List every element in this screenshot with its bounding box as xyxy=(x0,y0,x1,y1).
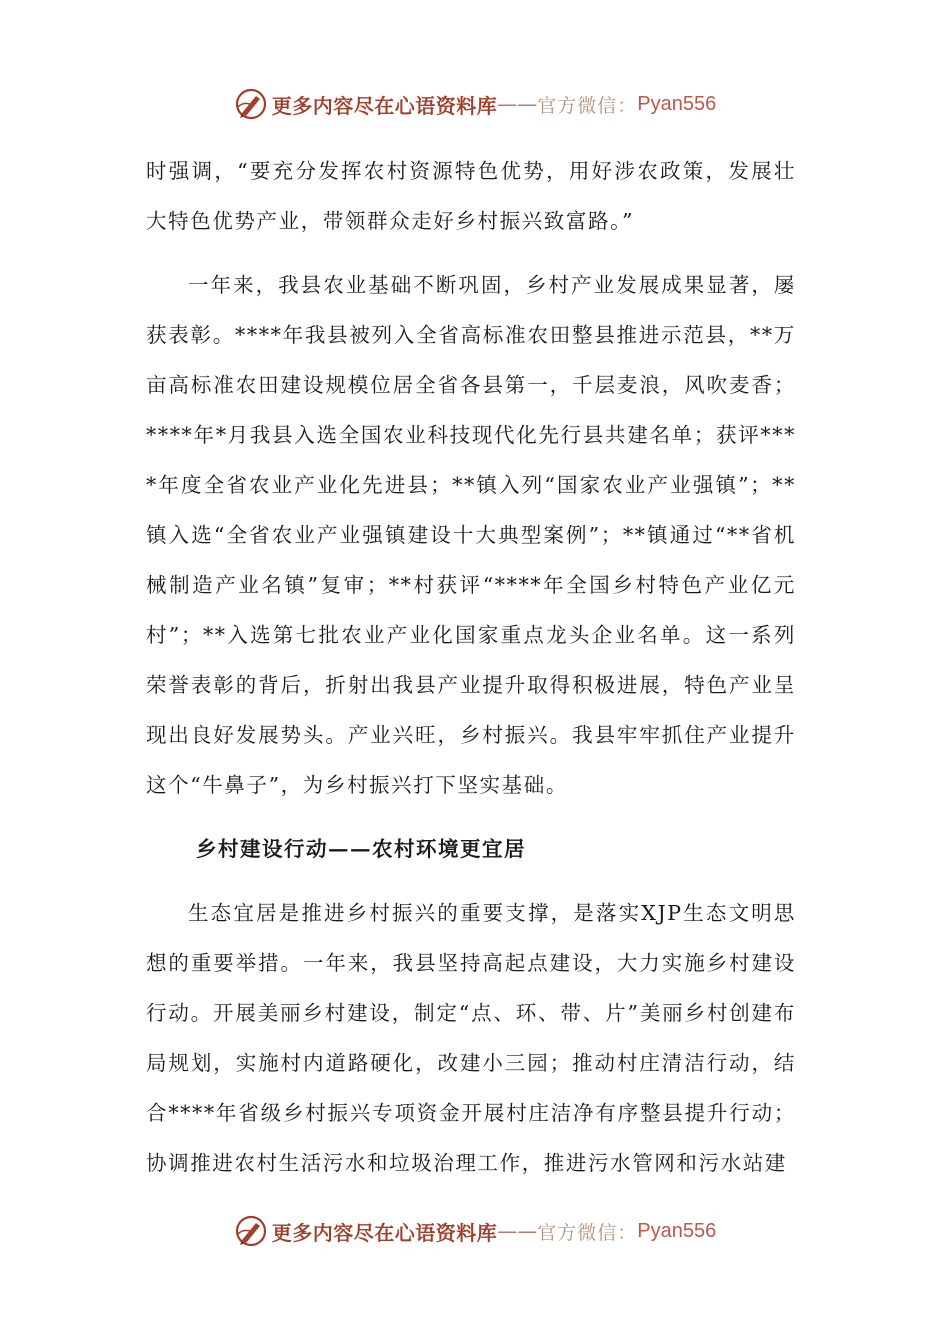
banner-wechat-label: 官方微信： xyxy=(537,1221,638,1244)
pen-logo-icon xyxy=(234,87,268,121)
paragraph-1: 时强调，“要充分发挥农村资源特色优势，用好涉农政策，发展壮大特色优势产业，带领群众走好乡村振兴致富路。” xyxy=(146,159,796,233)
banner-title: 更多内容尽在心语资料库 xyxy=(271,93,498,118)
paragraph-2: 一年来，我县农业基础不断巩固，乡村产业发展成果显著，屡获表彰。****年我县被列入全省高标准农田整县推进示范县，**万亩高标准农田建设规模位居全省各县第一，千层麦浪，风吹麦香；****年*月我县入选全国农业科技现代化先行县共建名单；获评****年度全省农业产业化先进县；**镇入列“国家农业产业强镇”；**镇入选“全省农业产业强镇建设十大典型案例”；**镇通过“**省机械制造产业名镇”复审；**村获评“****年全国乡村特色产业亿元村”；**入选第七批农业产业化国家重点龙头企业名单。这一系列荣誉表彰的背后，折射出我县产业提升取得积极进展，特色产业呈现出良好发展势头。产业兴旺，乡村振兴。我县牢牢抓住产业提升这个“牛鼻子”，为乡村振兴打下坚实基础。 xyxy=(146,273,796,797)
banner-wechat-id: Pyan556 xyxy=(637,1219,717,1242)
banner-dash: —— xyxy=(497,1219,538,1243)
section-heading: 乡村建设行动——农村环境更宜居 xyxy=(196,837,526,861)
banner-wechat-id: Pyan556 xyxy=(637,92,717,115)
document-body xyxy=(146,146,796,1188)
banner-dash: —— xyxy=(497,92,538,116)
pen-logo-icon xyxy=(234,1214,268,1248)
header-banner xyxy=(0,84,950,124)
paragraph-3: 生态宜居是推进乡村振兴的重要支撑，是落实XJP生态文明思想的重要举措。一年来，我县坚持高起点建设，大力实施乡村建设行动。开展美丽乡村建设，制定“点、环、带、片”美丽乡村创建布局规划，实施村内道路硬化，改建小三园；推动村庄清洁行动，结合****年省级乡村振兴专项资金开展村庄洁净有序整县提升行动；协调推进农村生活污水和垃圾治理工作，推进污水管网和污水站建 xyxy=(146,901,796,1175)
banner-title: 更多内容尽在心语资料库 xyxy=(271,1220,498,1245)
footer-banner xyxy=(0,1211,950,1251)
banner-wechat-label: 官方微信： xyxy=(537,94,638,117)
